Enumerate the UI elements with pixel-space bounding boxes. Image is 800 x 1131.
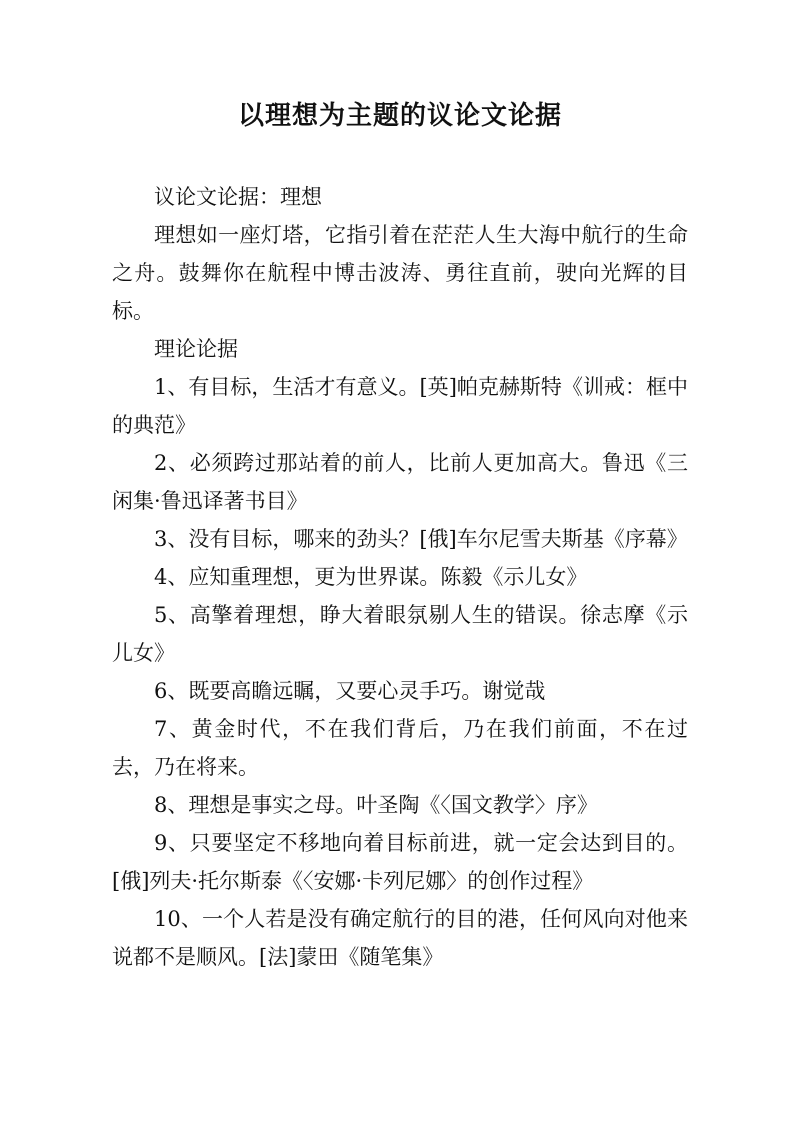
quote-item: 8、理想是事实之母。叶圣陶《〈国文教学〉序》 <box>154 793 598 817</box>
paragraph-intro: 理想如一座灯塔，它指引着在茫茫人生大海中航行的生命之舟。鼓舞你在航程中博击波涛、勇往直前，驶向光辉的目标。 <box>112 223 688 323</box>
quote-item: 5、高擎着理想，睁大着眼氛剔人生的错误。徐志摩《示儿女》 <box>112 603 688 665</box>
quote-item: 10、一个人若是没有确定航行的目的港，任何风向对他来说都不是顺风。[法]蒙田《随笔集》 <box>112 907 688 969</box>
quote-item: 3、没有目标，哪来的劲头？[俄]车尔尼雪夫斯基《序幕》 <box>154 527 688 551</box>
quote-item: 1、有目标，生活才有意义。[英]帕克赫斯特《训戒：框中的典范》 <box>112 375 688 437</box>
quote-item: 9、只要坚定不移地向着目标前进，就一定会达到目的。[俄]列夫·托尔斯泰《〈安娜·卡列尼娜〉的创作过程》 <box>112 831 688 893</box>
quote-item: 4、应知重理想，更为世界谋。陈毅《示儿女》 <box>154 565 588 589</box>
document-body <box>112 178 688 976</box>
quote-item: 6、既要高瞻远瞩，又要心灵手巧。谢觉哉 <box>154 679 546 703</box>
paragraph-section-label: 理论论据 <box>154 337 238 361</box>
quote-item: 2、必须跨过那站着的前人，比前人更加高大。鲁迅《三闲集·鲁迅译著书目》 <box>112 451 688 513</box>
paragraph-heading: 议论文论据：理想 <box>154 185 322 209</box>
document-title: 以理想为主题的议论文论据 <box>237 101 562 131</box>
quote-item: 7、黄金时代，不在我们背后，乃在我们前面，不在过去，乃在将来。 <box>112 717 688 779</box>
